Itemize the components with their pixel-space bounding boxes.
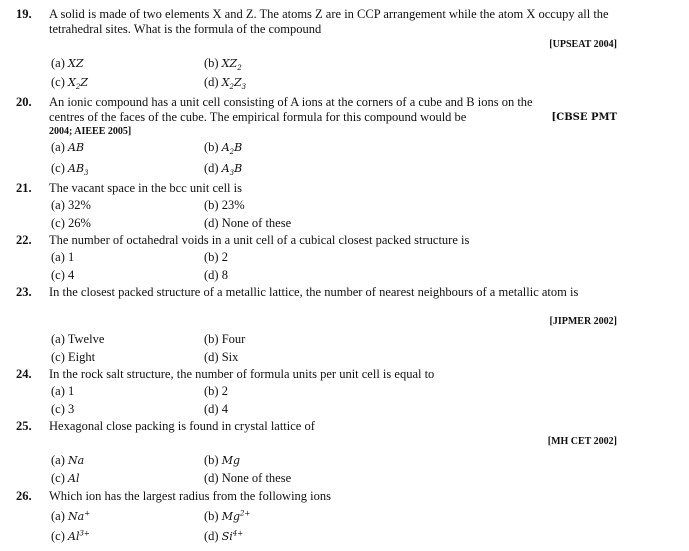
question-number: 25. — [16, 419, 32, 433]
option-b: (b) 2 — [204, 384, 228, 398]
option-a: (a) 1 — [51, 384, 75, 398]
option-b: (b) $A_2B$ — [204, 140, 243, 157]
question-stem: The number of octahedral voids in a unit cell of a cubical closest packed structure is — [49, 233, 470, 247]
option-c: (c) 4 — [51, 268, 75, 282]
option-d: (d) 4 — [204, 402, 228, 416]
question-stem: An ionic compound has a unit cell consisting of A ions at the corners of a cube and B ions on the centres of the faces of the cube. The empirical formula for this compound would be — [49, 95, 533, 124]
option-a: (a) XZ — [51, 56, 84, 70]
question-number: 23. — [16, 285, 32, 299]
option-c: (c) $AB_3$ — [51, 161, 89, 178]
option-d: (d) Six — [204, 350, 239, 364]
option-d: (d) 8 — [204, 268, 228, 282]
option-c: (c) Eight — [51, 350, 96, 364]
option-c: (c) $Al^{3+}$ — [51, 529, 90, 543]
source-tag: [MH CET 2002] — [547, 436, 617, 447]
option-a: (a) Twelve — [51, 332, 105, 346]
question-number: 26. — [16, 489, 32, 503]
option-a: (a) 32% — [51, 198, 91, 212]
question-number: 22. — [16, 233, 32, 247]
question-number: 24. — [16, 367, 32, 381]
question-number: 21. — [16, 181, 32, 195]
source-tag: [CBSE PMT — [551, 112, 617, 123]
option-d: (d) $X_2Z_3$ — [204, 75, 247, 92]
question-stem: Hexagonal close packing is found in crystal lattice of — [49, 419, 315, 433]
option-b: (b) Four — [204, 332, 246, 346]
option-b: (b) $XZ_2$ — [204, 56, 242, 73]
question-stem: Which ion has the largest radius from the following ions — [49, 489, 332, 503]
option-b: (b) $Mg^{2+}$ — [204, 509, 251, 523]
question-stem: A solid is made of two elements X and Z. The atoms Z are in CCP arrangement while the atom X occupy all the tetrahedral sites. What is the formula of the compound — [49, 7, 609, 36]
source-tag: [UPSEAT 2004] — [549, 39, 617, 50]
option-d: (d) $A_3B$ — [204, 161, 243, 178]
option-c: (c) 3 — [51, 402, 75, 416]
source-tag: [JIPMER 2002] — [549, 316, 617, 327]
question-stem: The vacant space in the bcc unit cell is — [49, 181, 242, 195]
option-c: (c) $X_2Z$ — [51, 75, 88, 92]
option-c: (c) Al — [51, 471, 80, 485]
option-b: (b) Mg — [204, 453, 241, 467]
question-stem: In the closest packed structure of a metallic lattice, the number of nearest neighbours of a metallic atom is — [49, 285, 579, 299]
option-b: (b) 2 — [204, 250, 228, 264]
option-a: (a) Na — [51, 453, 85, 467]
option-a: (a) AB — [51, 140, 85, 154]
option-d: (d) None of these — [204, 471, 292, 485]
option-d: (d) $Si^{4+}$ — [204, 529, 244, 543]
option-d: (d) None of these — [204, 216, 292, 230]
question-number: 19. — [16, 7, 32, 21]
option-b: (b) 23% — [204, 198, 245, 212]
option-a: (a) Na+ — [51, 509, 91, 523]
question-stem: In the rock salt structure, the number of formula units per unit cell is equal to — [49, 367, 435, 381]
question-number: 20. — [16, 95, 32, 109]
option-a: (a) 1 — [51, 250, 75, 264]
option-c: (c) 26% — [51, 216, 91, 230]
source-tag-continued: 2004; AIEEE 2005] — [49, 126, 132, 137]
